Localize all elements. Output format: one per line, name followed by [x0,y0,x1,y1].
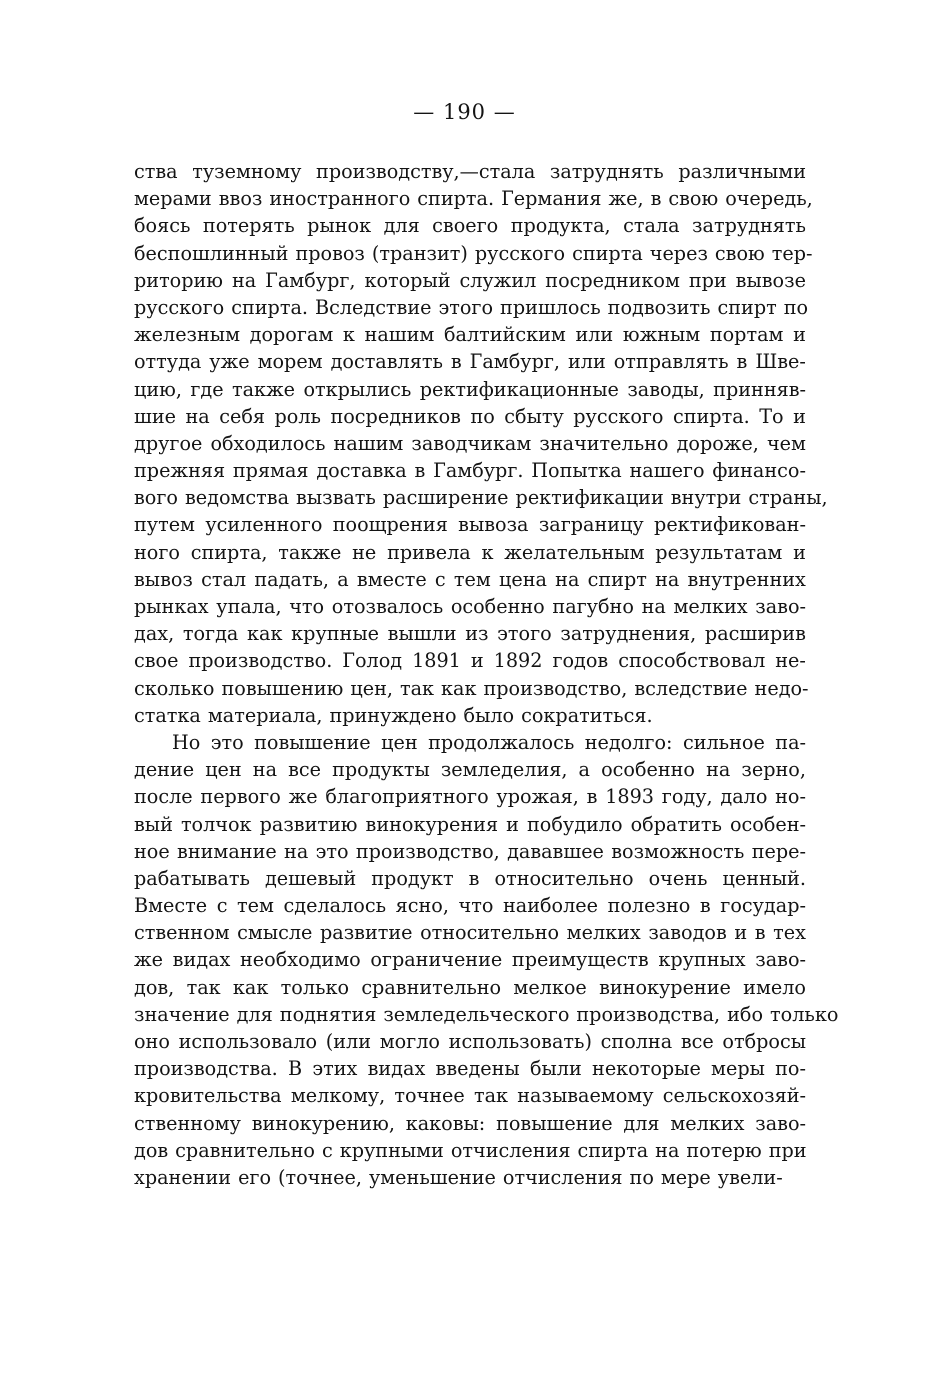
text-line: ного спирта, также не привела к желательным результатам и [134,540,806,564]
text-line: ственному винокурению, каковы: повышение для мелких заво- [134,1111,806,1135]
text-line: железным дорогам к нашим балтийским или южным портам и [134,323,806,347]
text-line: дов сравнительно с крупными отчисления спирта на потерю при [134,1138,807,1162]
text-line: беспошлинный провоз (транзит) русского спирта через свою тер- [134,241,813,265]
text-line: оттуда уже морем доставлять в Гамбург, или отправлять в Шве- [134,350,806,374]
text-line: вый толчок развитию винокурения и побудило обратить особен- [134,812,806,836]
text-line: кровительства мелкому, точнее так называемому сельскохозяй- [134,1084,806,1108]
text-line: прежняя прямая доставка в Гамбург. Попытка нашего финансо- [134,459,806,483]
text-line: же видах необходимо ограничение преимуществ крупных заво- [134,948,806,972]
text-line: мерами ввоз иностранного спирта. Германия же, в свою очередь, [134,187,813,211]
text-line: ное внимание на это производство, дававшее возможность пере- [134,839,806,863]
text-line: статка материала, принуждено было сократиться. [134,703,653,727]
text-line: Вместе с тем сделалось ясно, что наиболее полезно в государ- [134,894,806,918]
text-line: рынках упала, что отозвалось особенно пагубно на мелких заво- [134,595,806,618]
text-line: боясь потерять рынок для своего продукта, стала затруднять [134,214,806,238]
text-line: ственном смысле развитие относительно мелких заводов и в тех [134,921,806,945]
text-line: русского спирта. Вследствие этого пришлось подвозить спирт по [134,295,809,319]
text-line: свое производство. Голод 1891 и 1892 годов способствовал не- [134,649,806,673]
text-line: значение для поднятия земледельческого производства, ибо только [134,1002,839,1026]
text-line: оно использовало (или могло использовать) сполна все отбросы [134,1030,806,1053]
paragraph [134,158,828,729]
text-line: другое обходилось нашим заводчикам значительно дороже, чем [134,431,806,455]
text-line: ства туземному производству,—стала затруднять различными [134,160,806,183]
body-text [134,158,839,1191]
text-line: цию, где также открылись ректификационные заводы, принняв- [134,377,806,401]
text-line: рабатывать дешевый продукт в относительно очень ценный. [134,866,806,890]
text-line: хранении его (точнее, уменьшение отчисления по мере увели- [134,1165,783,1189]
text-line: путем усиленного поощрения вывоза заграницу ректификован- [134,513,806,537]
text-line: сколько повышению цен, так как производство, вследствие недо- [134,676,809,700]
text-line: после первого же благоприятного урожая, в 1893 году, дало но- [134,785,806,809]
text-line: вого ведомства вызвать расширение ректификации внутри страны, [134,486,828,510]
text-line: дение цен на все продукты земледелия, а особенно на зерно, [134,758,806,782]
page-number: — 190 — [413,100,516,124]
paragraph [134,729,839,1191]
text-line: Но это повышение цен продолжалось недолго: сильное па- [172,730,806,754]
text-line: шие на себя роль посредников по сбыту русского спирта. То и [134,404,806,428]
text-line: риторию на Гамбург, который служил посредником при вывозе [134,268,806,292]
text-line: дов, так как только сравнительно мелкое винокурение имело [134,975,806,999]
text-line: вывоз стал падать, а вместе с тем цена на спирт на внутренних [134,567,806,591]
text-line: производства. В этих видах введены были некоторые меры по- [134,1057,806,1081]
text-line: дах, тогда как крупные вышли из этого затруднения, расширив [134,622,806,646]
